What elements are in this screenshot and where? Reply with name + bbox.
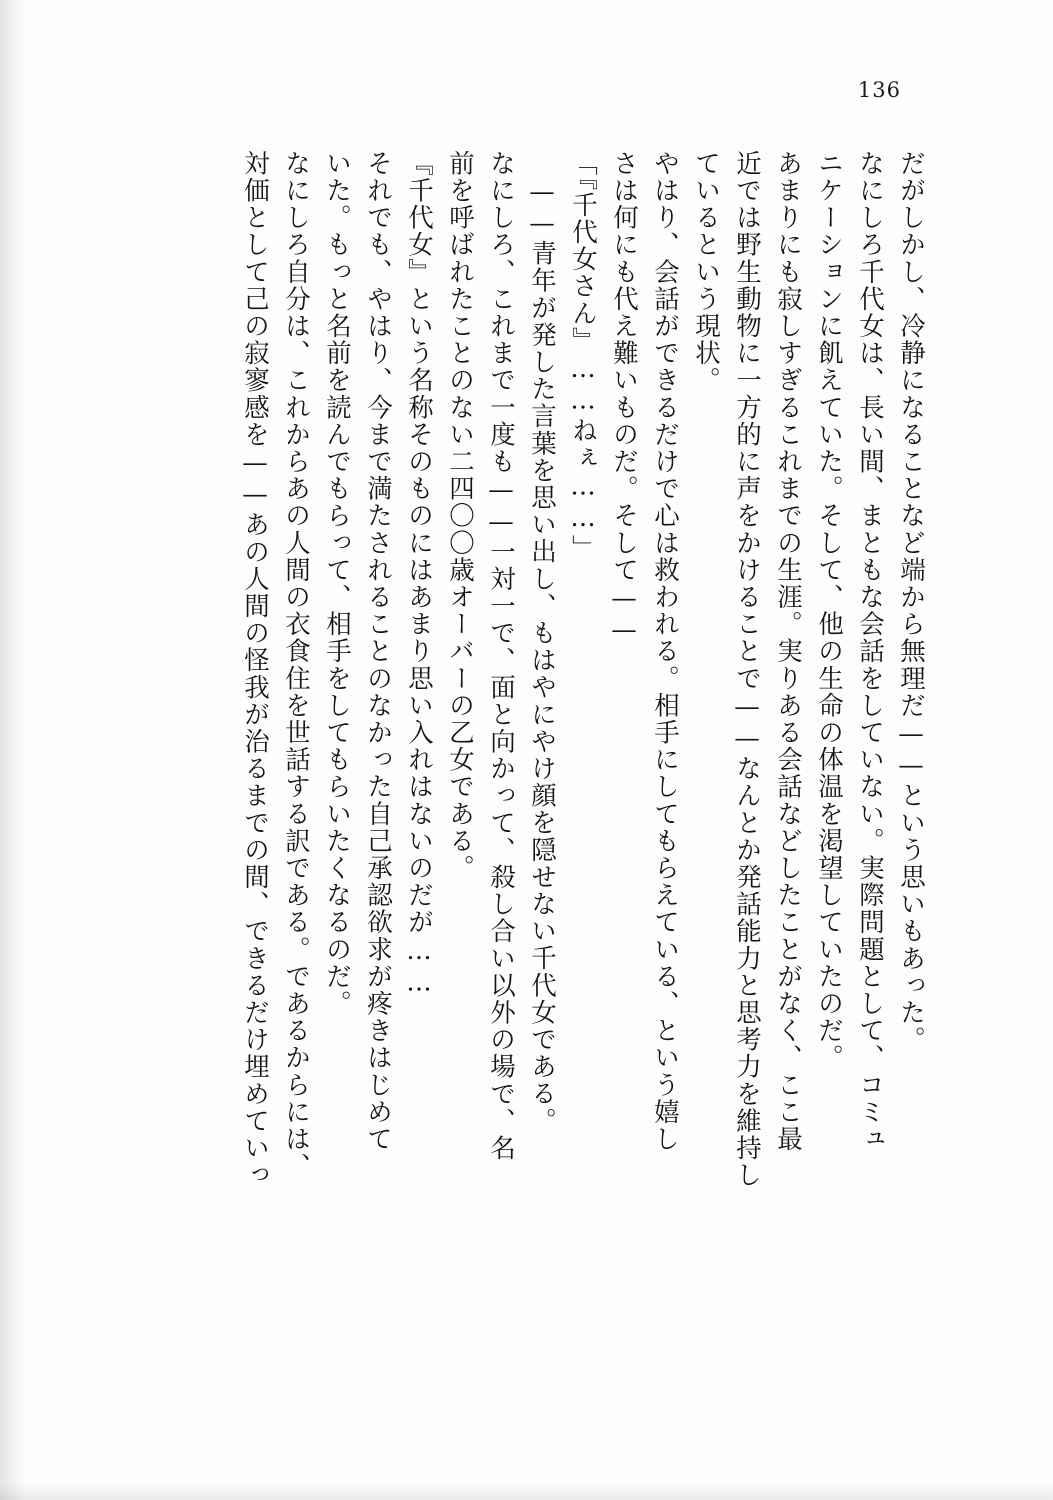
text-line: ——青年が発した言葉を思い出し、もはやにやけ顔を隠せない千代女である。 (527, 177, 557, 1135)
text-line: 対価として己の寂寥感を——あの人間の怪我が治るまでの間、できるだけ埋めていっ (240, 150, 270, 1189)
vertical-text-body (120, 150, 926, 1430)
text-line: 『千代女』という名称そのものにはあまり思い入れはないのだが…… (404, 150, 434, 1000)
text-line: やはり、会話ができるだけで心は救われる。相手にしてもらえている、という嬉し (650, 150, 680, 1153)
text-line: あまりにも寂しすぎるこれまでの生涯。実りある会話などしたことがなく、ここ最 (773, 150, 803, 1153)
page-number: 136 (857, 78, 901, 102)
text-line: ニケーションに飢えていた。そして、他の生命の体温を渇望していたのだ。 (814, 150, 844, 1072)
text-line: なにしろ自分は、これからあの人間の衣食住を世話する訳である。であるからには、 (281, 150, 311, 1180)
text-line: 前を呼ばれたことのない二四〇〇歳オーバーの乙女である。 (445, 150, 475, 882)
text-line: それでも、やはり、今まで満たされることのなかった自己承認欲求が疼きはじめて (363, 150, 393, 1153)
text-line: 近では野生動物に一方的に声をかけることで——なんとか発話能力と思考力を維持し (732, 150, 762, 1189)
text-line: 「『千代女さん』……ねぇ……」 (568, 150, 598, 562)
text-line: さは何にも代え難いものだ。そして—— (609, 150, 639, 647)
text-line: だがしかし、冷静になることなど端から無理だ——という思いもあった。 (896, 150, 926, 1054)
text-line: ているという現状。 (691, 150, 721, 394)
text-line: いた。もっと名前を読んでもらって、相手をしてもらいたくなるのだ。 (322, 150, 352, 1018)
text-line: なにしろ、これまで一度も——一対一で、面と向かって、殺し合い以外の場で、名 (486, 150, 516, 1162)
text-line: なにしろ千代女は、長い間、まともな会話をしていない。実際問題として、コミュ (855, 150, 885, 1153)
